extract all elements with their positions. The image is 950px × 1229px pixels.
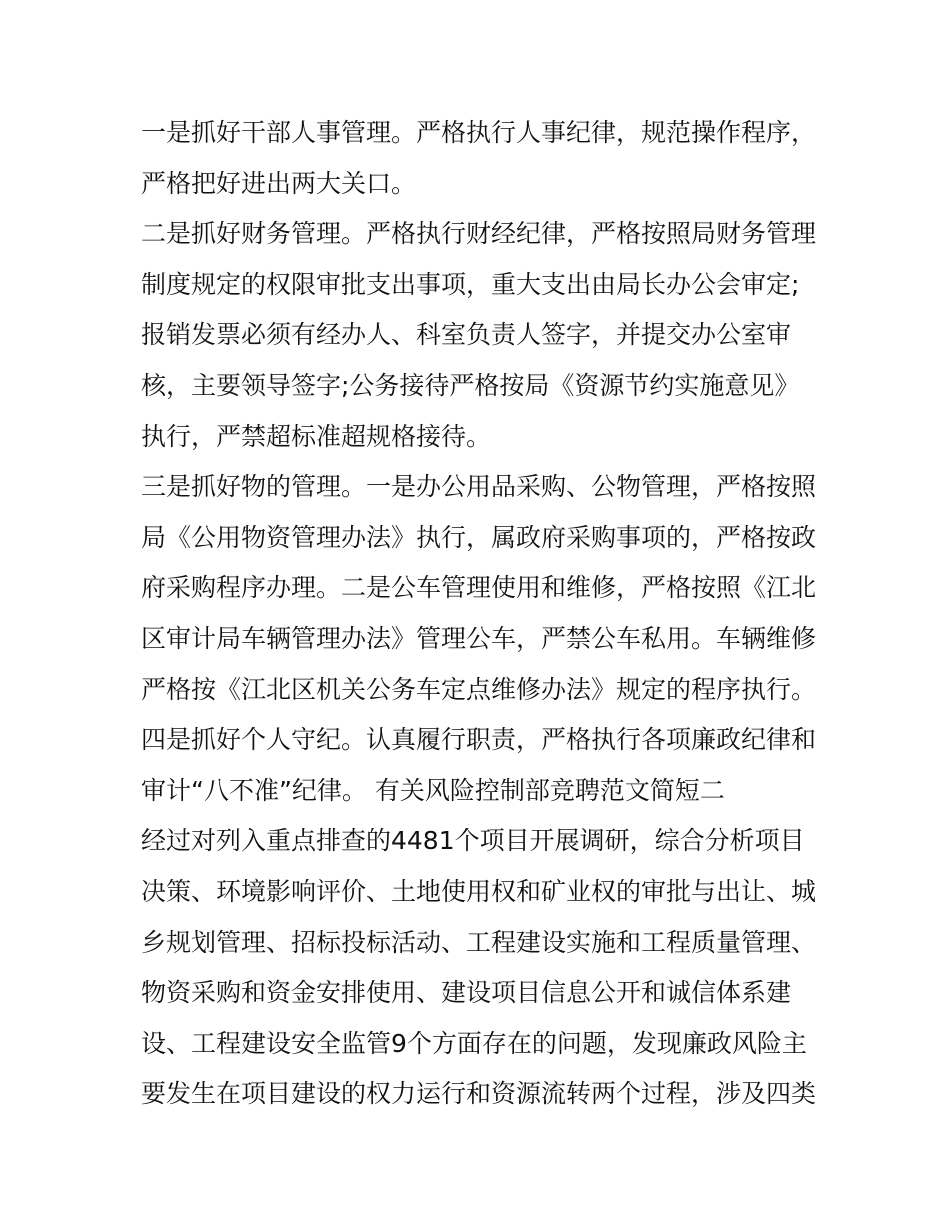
text-line: 执行，严禁超标准超规格接待。 <box>141 421 492 451</box>
text-line: 决策、环境影响评价、土地使用权和矿业权的审批与出让、城 <box>141 876 817 906</box>
text-line: 局《公用物资管理办法》执行，属政府采购事项的，严格按政 <box>141 522 817 552</box>
text-line: 制度规定的权限审批支出事项，重大支出由局长办公会审定; <box>141 269 800 299</box>
text-line: 严格把好进出两大关口。 <box>141 168 417 198</box>
text-line: 核，主要领导签字;公务接待严格按局《资源节约实施意见》 <box>141 370 800 400</box>
text-line: 严格按《江北区机关公务车定点维修办法》规定的程序执行。 <box>141 674 817 704</box>
text-line: 乡规划管理、招标投标活动、工程建设实施和工程质量管理、 <box>141 927 817 957</box>
text-line: 经过对列入重点排查的4481个项目开展调研，综合分析项目 <box>141 826 805 856</box>
text-line: 四是抓好个人守纪。认真履行职责，严格执行各项廉政纪律和 <box>141 725 817 755</box>
text-line: 府采购程序办理。二是公车管理使用和维修，严格按照《江北 <box>141 573 817 603</box>
text-line: 一是抓好干部人事管理。严格执行人事纪律，规范操作程序， <box>141 118 817 147</box>
text-line: 区审计局车辆管理办法》管理公车，严禁公车私用。车辆维修 <box>141 623 817 653</box>
text-line: 要发生在项目建设的权力运行和资源流转两个过程，涉及四类 <box>141 1079 817 1109</box>
text-line: 报销发票必须有经办人、科室负责人签字，并提交办公室审 <box>141 320 792 350</box>
text-line: 审计“八不准”纪律。 有关风险控制部竞聘范文简短二 <box>141 775 725 805</box>
text-line: 设、工程建设安全监管9个方面存在的问题，发现廉政风险主 <box>141 1028 807 1058</box>
text-line: 二是抓好财务管理。严格执行财经纪律，严格按照局财务管理 <box>141 219 817 249</box>
body-text <box>141 108 821 1120</box>
text-line: 三是抓好物的管理。一是办公用品采购、公物管理，严格按照 <box>141 472 817 502</box>
text-line: 物资采购和资金安排使用、建设项目信息公开和诚信体系建 <box>141 978 792 1008</box>
